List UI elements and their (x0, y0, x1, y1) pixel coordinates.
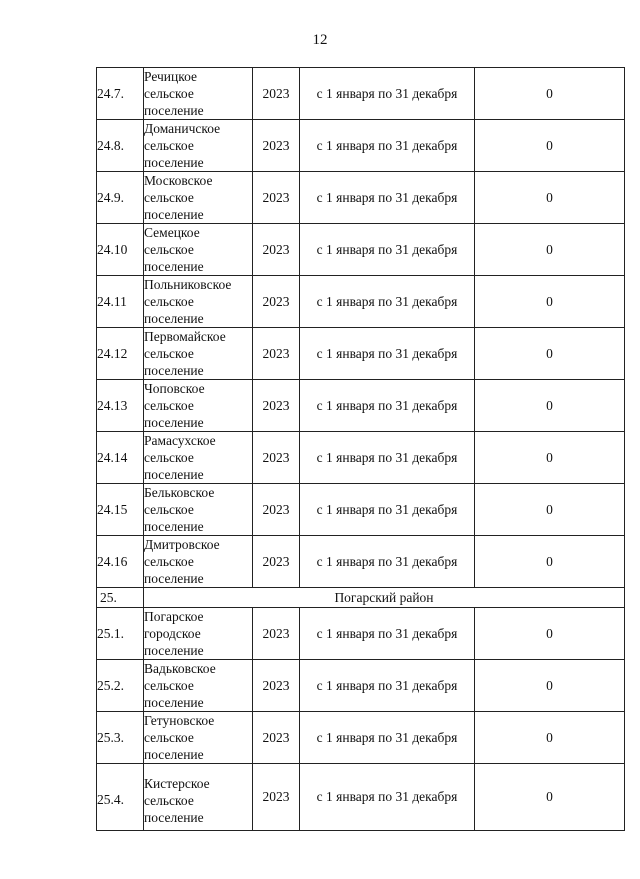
table-row (97, 328, 625, 380)
year-cell: 2023 (253, 608, 300, 660)
period-cell: с 1 января по 31 декабря (300, 536, 475, 588)
value-cell: 0 (475, 224, 625, 276)
value-cell: 0 (475, 68, 625, 120)
row-number: 25.2. (97, 660, 144, 712)
value-cell: 0 (475, 712, 625, 764)
table-row (97, 68, 625, 120)
row-number: 24.14 (97, 432, 144, 484)
table-row (97, 380, 625, 432)
row-number: 24.8. (97, 120, 144, 172)
page-number: 12 (312, 32, 328, 48)
period-cell: с 1 января по 31 декабря (300, 68, 475, 120)
value-cell: 0 (475, 484, 625, 536)
district-heading: Погарский район (144, 588, 625, 608)
settlement-name: Первомайское сельское поселение (144, 328, 253, 380)
table-row (97, 224, 625, 276)
row-number: 24.7. (97, 68, 144, 120)
year-cell: 2023 (253, 172, 300, 224)
period-cell: с 1 января по 31 декабря (300, 224, 475, 276)
year-cell: 2023 (253, 432, 300, 484)
row-number: 24.10 (97, 224, 144, 276)
settlements-table (96, 67, 625, 831)
settlement-name: Погарское городское поселение (144, 608, 253, 660)
table-row (97, 432, 625, 484)
year-cell: 2023 (253, 712, 300, 764)
table-row (97, 484, 625, 536)
row-number: 24.12 (97, 328, 144, 380)
row-number: 24.16 (97, 536, 144, 588)
value-cell: 0 (475, 380, 625, 432)
table-row (97, 120, 625, 172)
settlement-name: Польниковское сельское поселение (144, 276, 253, 328)
table-row (97, 660, 625, 712)
year-cell: 2023 (253, 764, 300, 831)
year-cell: 2023 (253, 68, 300, 120)
year-cell: 2023 (253, 224, 300, 276)
value-cell: 0 (475, 432, 625, 484)
value-cell: 0 (475, 172, 625, 224)
table-row (97, 712, 625, 764)
settlement-name: Бельковское сельское поселение (144, 484, 253, 536)
table-row (97, 608, 625, 660)
period-cell: с 1 января по 31 декабря (300, 120, 475, 172)
table-body (97, 68, 625, 831)
table-row (97, 536, 625, 588)
settlement-name: Речицкое сельское поселение (144, 68, 253, 120)
year-cell: 2023 (253, 276, 300, 328)
period-cell: с 1 января по 31 декабря (300, 712, 475, 764)
row-number: 24.9. (97, 172, 144, 224)
row-number: 25.3. (97, 712, 144, 764)
period-cell: с 1 января по 31 декабря (300, 172, 475, 224)
year-cell: 2023 (253, 380, 300, 432)
settlement-name: Гетуновское сельское поселение (144, 712, 253, 764)
row-number: 25. (97, 588, 144, 608)
value-cell: 0 (475, 536, 625, 588)
row-number: 24.13 (97, 380, 144, 432)
value-cell: 0 (475, 764, 625, 831)
table-row (97, 172, 625, 224)
row-number: 24.11 (97, 276, 144, 328)
year-cell: 2023 (253, 484, 300, 536)
table-group-row (97, 588, 625, 608)
table-row (97, 764, 625, 831)
settlement-name: Семецкое сельское поселение (144, 224, 253, 276)
settlement-name: Доманичское сельское поселение (144, 120, 253, 172)
value-cell: 0 (475, 660, 625, 712)
period-cell: с 1 января по 31 декабря (300, 764, 475, 831)
year-cell: 2023 (253, 536, 300, 588)
value-cell: 0 (475, 608, 625, 660)
year-cell: 2023 (253, 660, 300, 712)
value-cell: 0 (475, 276, 625, 328)
settlement-name: Кистерское сельское поселение (144, 764, 253, 831)
settlement-name: Вадьковское сельское поселение (144, 660, 253, 712)
settlement-name: Чоповское сельское поселение (144, 380, 253, 432)
row-number: 25.4. (97, 764, 144, 831)
row-number: 25.1. (97, 608, 144, 660)
value-cell: 0 (475, 328, 625, 380)
period-cell: с 1 января по 31 декабря (300, 328, 475, 380)
year-cell: 2023 (253, 328, 300, 380)
period-cell: с 1 января по 31 декабря (300, 380, 475, 432)
table-row (97, 276, 625, 328)
period-cell: с 1 января по 31 декабря (300, 608, 475, 660)
period-cell: с 1 января по 31 декабря (300, 660, 475, 712)
year-cell: 2023 (253, 120, 300, 172)
period-cell: с 1 января по 31 декабря (300, 432, 475, 484)
settlement-name: Дмитровское сельское поселение (144, 536, 253, 588)
period-cell: с 1 января по 31 декабря (300, 276, 475, 328)
settlement-name: Московское сельское поселение (144, 172, 253, 224)
value-cell: 0 (475, 120, 625, 172)
row-number: 24.15 (97, 484, 144, 536)
period-cell: с 1 января по 31 декабря (300, 484, 475, 536)
settlement-name: Рамасухское сельское поселение (144, 432, 253, 484)
